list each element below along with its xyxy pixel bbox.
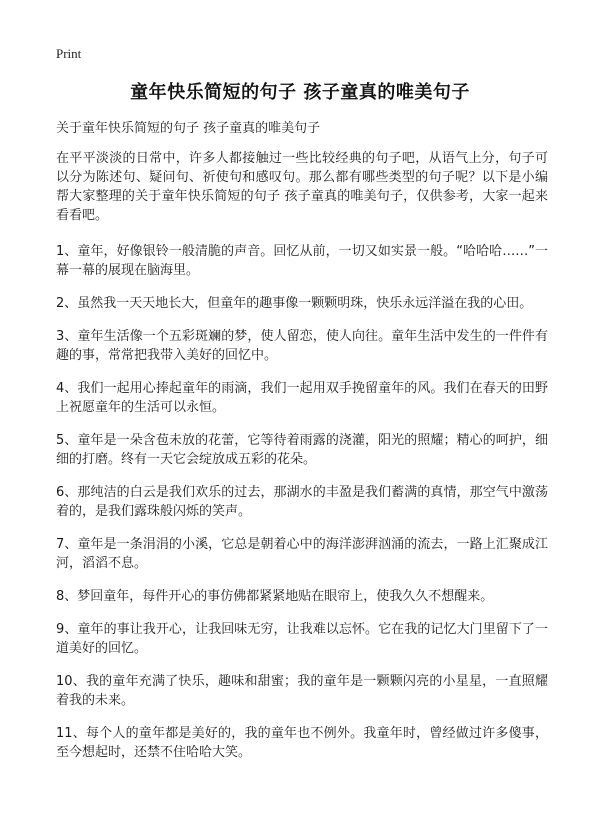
list-item: 9、童年的事让我开心，让我回味无穷，让我难以忘怀。它在我的记忆大门里留下了一道美好的回忆。 bbox=[56, 622, 548, 656]
list-item: 5、童年是一朵含苞未放的花蕾，它等待着雨露的浇灌，阳光的照耀；精心的呵护，细细的打磨。终有一天它会绽放成五彩的花朵。 bbox=[56, 433, 548, 467]
list-item: 7、童年是一条涓涓的小溪，它总是朝着心中的海洋澎湃汹涌的流去，一路上汇聚成江河，滔滔不息。 bbox=[56, 537, 548, 571]
article-body bbox=[56, 149, 548, 776]
list-item: 2、虽然我一天天地长大，但童年的趣事像一颗颗明珠，快乐永远洋溢在我的心田。 bbox=[56, 296, 533, 311]
list-item: 8、梦回童年，每件开心的事仿佛都紧紧地贴在眼帘上，使我久久不想醒来。 bbox=[56, 589, 494, 604]
list-item: 3、童年生活像一个五彩斑斓的梦，使人留恋，使人向往。童年生活中发生的一件件有趣的事，常常把我带入美好的回忆中。 bbox=[56, 329, 548, 363]
list-item: 10、我的童年充满了快乐，趣味和甜蜜；我的童年是一颗颗闪亮的小星星，一直照耀着我的未来。 bbox=[56, 674, 548, 708]
page-subtitle: 关于童年快乐简短的句子 孩子童真的唯美句子 bbox=[56, 121, 321, 136]
list-item: 1、童年，好像银铃一般清脆的声音。回忆从前，一切又如实景一般。“哈哈哈……”一幕一幕的展现在脑海里。 bbox=[56, 244, 548, 278]
list-item: 11、每个人的童年都是美好的，我的童年也不例外。我童年时，曾经做过许多傻事，至今想起时，还禁不住哈哈大笑。 bbox=[56, 726, 548, 760]
list-item: 4、我们一起用心捧起童年的雨滴，我们一起用双手挽留童年的风。我们在春天的田野上祝愿童年的生活可以永恒。 bbox=[56, 381, 548, 415]
list-item: 6、那纯洁的白云是我们欢乐的过去，那湖水的丰盈是我们蓄满的真情，那空气中激荡着的，是我们露珠般闪烁的笑声。 bbox=[56, 485, 548, 519]
intro-paragraph: 在平平淡淡的日常中，许多人都接触过一些比较经典的句子吧，从语气上分，句子可以分为陈述句、疑问句、祈使句和感叹句。那么都有哪些类型的句子呢？以下是小编帮大家整理的关于童年快乐简短的句子 孩子童真的唯美句子，仅供参考，大家一起来看看吧。 bbox=[56, 151, 548, 223]
page-title: 童年快乐简短的句子 孩子童真的唯美句子 bbox=[130, 82, 470, 103]
print-link[interactable]: Print bbox=[56, 46, 82, 61]
